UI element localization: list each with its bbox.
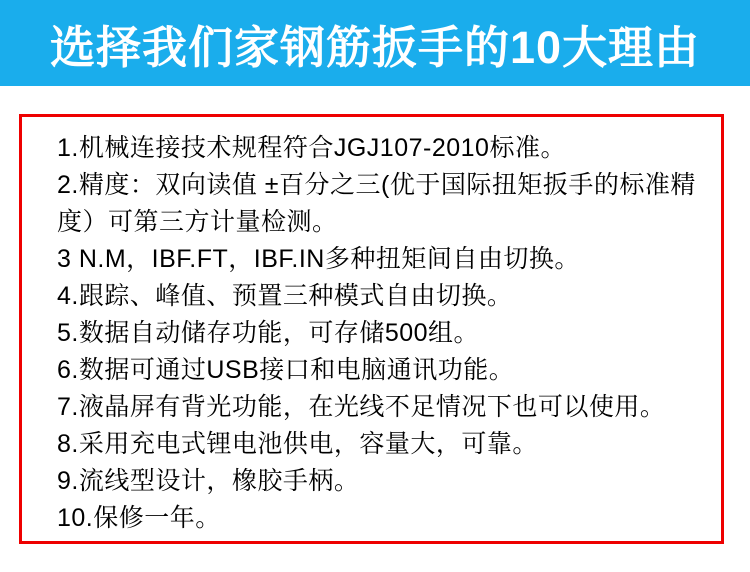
reason-line-6: 6.数据可通过USB接口和电脑通讯功能。 — [57, 356, 515, 384]
reason-line-7: 7.液晶屏有背光功能，在光线不足情况下也可以使用。 — [57, 393, 666, 421]
reasons-box — [19, 114, 724, 544]
reason-line-2-continued: 度）可第三方计量检测。 — [57, 208, 338, 236]
reason-line-9: 9.流线型设计，橡胶手柄。 — [57, 467, 360, 495]
reason-line-5: 5.数据自动储存功能，可存储500组。 — [57, 319, 480, 347]
reason-line-8: 8.采用充电式锂电池供电，容量大，可靠。 — [57, 430, 538, 458]
reason-line-2: 2.精度：双向读值 ±百分之三(优于国际扭矩扳手的标准精 — [57, 171, 696, 199]
reason-line-10: 10.保修一年。 — [57, 504, 221, 532]
reason-line-4: 4.跟踪、峰值、预置三种模式自由切换。 — [57, 282, 513, 310]
reason-line-3: 3 N.M，IBF.FT，IBF.IN多种扭矩间自由切换。 — [57, 245, 580, 273]
header-banner — [0, 0, 750, 86]
reason-line-1: 1.机械连接技术规程符合JGJ107-2010标准。 — [57, 134, 566, 162]
page-title: 选择我们家钢筋扳手的10大理由 — [49, 21, 701, 73]
